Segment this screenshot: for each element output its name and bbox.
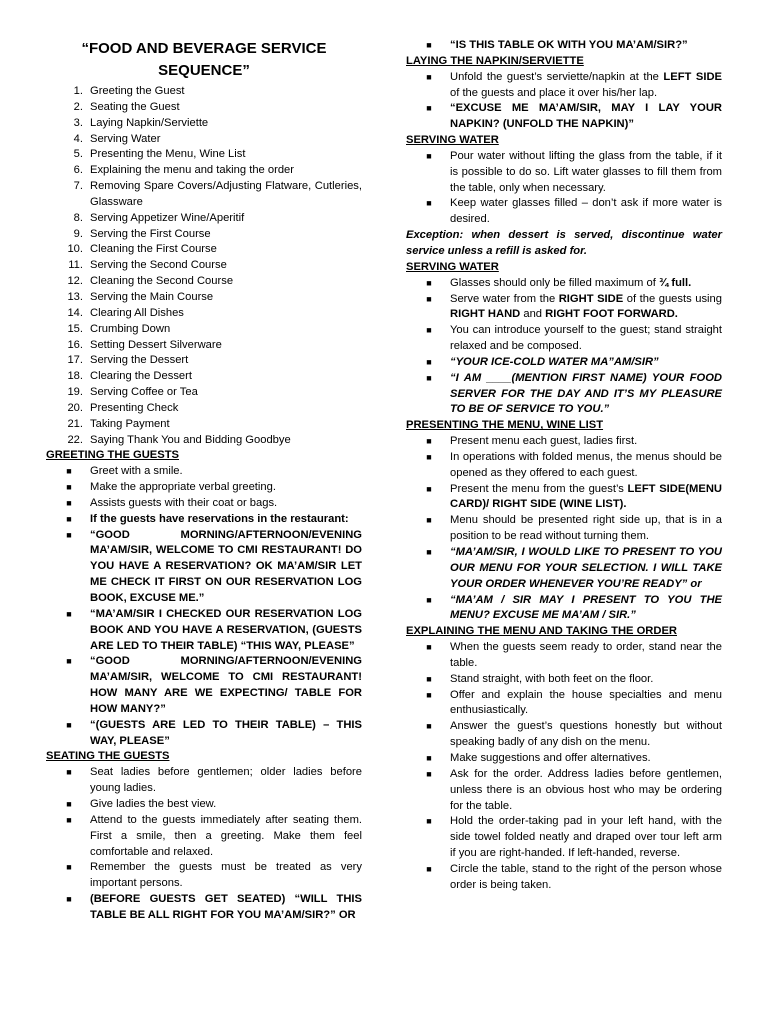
bullet-icon: ■ [66, 608, 72, 619]
bullet-icon: ■ [426, 816, 432, 827]
sequence-item: 15. Crumbing Down [67, 322, 171, 335]
section-heading-water: SERVING WATER [406, 134, 499, 147]
list-item: ■ “(GUESTS ARE LED TO THEIR TABLE) – THIS WAY, PLEASE” [46, 718, 362, 750]
bullet-icon: ■ [426, 594, 432, 605]
list-item: ■ Pour water without lifting the glass from the table, if it is possible to do so. Lift water glasses to fill them from the table, only when necessary. [406, 149, 722, 197]
sequence-item: 5. Presenting the Menu, Wine List [73, 148, 246, 161]
list-item: ■ “GOOD MORNING/AFTERNOON/EVENING MA’AM/SIR, WELCOME TO CMI RESTAURANT! HOW MANY ARE WE EXPECTING/ TABLE FOR HOW MANY?” [46, 654, 362, 717]
list-item: ■ “EXCUSE ME MA’AM/SIR, MAY I LAY YOUR NAPKIN? (UNFOLD THE NAPKIN)” [406, 101, 722, 133]
document-title: “FOOD AND BEVERAGE SERVICE SEQUENCE” [81, 40, 327, 79]
list-item: ■ Glasses should only be filled maximum of ¾ full. [406, 276, 722, 292]
sequence-item: 19. Serving Coffee or Tea [67, 386, 198, 399]
water-exception-note: Exception: when dessert is served, discontinue water service unless a refill is asked for. [406, 229, 722, 257]
list-item: ■ “MA’AM/SIR I CHECKED OUR RESERVATION LOG BOOK AND YOU HAVE A RESERVATION, (GUESTS ARE LED TO THEIR TABLE) “THIS WAY, PLEASE” [46, 607, 362, 655]
bullet-icon: ■ [426, 721, 432, 732]
bullet-icon: ■ [66, 798, 72, 809]
bullet-icon: ■ [426, 325, 432, 336]
list-item: ■ Assists guests with their coat or bags. [46, 496, 362, 512]
list-item: ■ Offer and explain the house specialties and menu enthusiastically. [406, 688, 722, 720]
list-item: ■ Serve water from the RIGHT SIDE of the guests using RIGHT HAND and RIGHT FOOT FORWARD. [406, 292, 722, 324]
bullet-icon: ■ [426, 293, 432, 304]
bullet-icon: ■ [66, 497, 72, 508]
bullet-icon: ■ [426, 277, 432, 288]
list-item: ■ “MA’AM / SIR MAY I PRESENT TO YOU THE MENU? EXCUSE ME MA’AM / SIR.” [406, 593, 722, 625]
sequence-item: 4. Serving Water [73, 132, 161, 145]
bullet-icon: ■ [426, 863, 432, 874]
bullet-icon: ■ [426, 768, 432, 779]
water-list [406, 149, 722, 228]
list-item: ■ “YOUR ICE-COLD WATER MA”AM/SIR” [406, 355, 722, 371]
bullet-icon: ■ [66, 529, 72, 540]
bullet-icon: ■ [66, 767, 72, 778]
list-item: ■ In operations with folded menus, the menus should be opened as they offered to each guest. [406, 450, 722, 482]
bullet-icon: ■ [426, 356, 432, 367]
bullet-icon: ■ [426, 642, 432, 653]
bullet-icon: ■ [426, 436, 432, 447]
list-item: ■ Answer the guest’s questions honestly but without speaking badly of any dish on the menu. [406, 719, 722, 751]
right-column [406, 38, 722, 894]
list-item: ■ (BEFORE GUESTS GET SEATED) “WILL THIS TABLE BE ALL RIGHT FOR YOU MA’AM/SIR?” OR [46, 892, 362, 924]
sequence-item: 13. Serving the Main Course [67, 290, 214, 303]
sequence-item: 12. Cleaning the Second Course [67, 275, 234, 288]
bullet-icon: ■ [426, 515, 432, 526]
bullet-icon: ■ [426, 752, 432, 763]
sequence-item: 14. Clearing All Dishes [67, 306, 184, 319]
bullet-icon: ■ [426, 40, 432, 50]
seating-list [46, 765, 362, 923]
sequence-item: 2. Seating the Guest [73, 100, 180, 113]
menu-list [406, 434, 722, 624]
list-item: ■ Stand straight, with both feet on the floor. [406, 672, 722, 688]
list-item: ■ “IS THIS TABLE OK WITH YOU MA’AM/SIR?” [406, 38, 722, 54]
section-heading-seating: SEATING THE GUESTS [46, 750, 170, 763]
bullet-icon: ■ [66, 656, 72, 667]
list-item: ■ Keep water glasses filled – don’t ask if more water is desired. [406, 196, 722, 228]
list-item: ■ Attend to the guests immediately after seating them. First a smile, then a greeting. Make them feel comfortable and relaxed. [46, 813, 362, 861]
sequence-item: 11. Serving the Second Course [68, 259, 227, 272]
bullet-icon: ■ [426, 71, 432, 82]
explain-list [406, 640, 722, 894]
list-item: ■ You can introduce yourself to the guest; stand straight relaxed and be composed. [406, 323, 722, 355]
list-item: ■ Unfold the guest’s serviette/napkin at the LEFT SIDE of the guests and place it over his/her lap. [406, 70, 722, 102]
list-item: ■ Make the appropriate verbal greeting. [46, 480, 362, 496]
sequence-item: 20. Presenting Check [67, 401, 179, 414]
sequence-item: 18. Clearing the Dessert [67, 370, 192, 383]
list-item: ■ Greet with a smile. [46, 464, 362, 480]
bullet-icon: ■ [426, 150, 432, 161]
sequence-item: 6. Explaining the menu and taking the order [73, 164, 294, 177]
sequence-item: 16. Setting Dessert Silverware [67, 338, 222, 351]
bullet-icon: ■ [426, 547, 432, 557]
bullet-icon: ■ [66, 814, 72, 825]
list-item: ■ Circle the table, stand to the right of the person whose order is being taken. [406, 862, 722, 894]
list-item: ■ Menu should be presented right side up, that is in a position to be read without turning them. [406, 513, 722, 545]
list-item: ■ Hold the order-taking pad in your left hand, with the side towel folded neatly and draped over tour left arm if you are right-handed. If left-handed, reverse. [406, 814, 722, 862]
section-heading-greeting: GREETING THE GUESTS [46, 449, 180, 462]
list-item: ■ Ask for the order. Address ladies before gentlemen, unless there is an obvious host who may be ordering for the table. [406, 767, 722, 815]
bullet-icon: ■ [66, 466, 72, 477]
section-heading-napkin: LAYING THE NAPKIN/SERVIETTE [406, 54, 584, 67]
napkin-list [406, 70, 722, 133]
greeting-list [46, 464, 362, 749]
left-column [46, 38, 362, 924]
water-list-2 [406, 276, 722, 419]
bullet-icon: ■ [426, 372, 432, 383]
service-sequence-list [46, 84, 362, 448]
sequence-item: 8. Serving Appetizer Wine/Aperitif [73, 211, 245, 224]
sequence-item: 21. Taking Payment [67, 417, 170, 430]
sequence-item: 22. Saying Thank You and Bidding Goodbye [67, 433, 291, 446]
sequence-item: 7. Removing Spare Covers/Adjusting Flatware, Cutleries, Glassware [73, 180, 362, 208]
bullet-icon: ■ [426, 483, 432, 494]
section-heading-explain: EXPLAINING THE MENU AND TAKING THE ORDER [406, 625, 677, 638]
section-heading-water-2: SERVING WATER [406, 260, 499, 273]
sequence-item: 9. Serving the First Course [73, 227, 211, 240]
bullet-icon: ■ [66, 513, 72, 524]
bullet-icon: ■ [426, 451, 432, 462]
section-heading-menu: PRESENTING THE MENU, WINE LIST [406, 419, 604, 432]
list-item: ■ When the guests seem ready to order, stand near the table. [406, 640, 722, 672]
sequence-item: 10. Cleaning the First Course [67, 243, 217, 256]
bullet-icon: ■ [66, 862, 72, 873]
list-item: ■ Present menu each guest, ladies first. [406, 434, 722, 450]
sequence-item: 17. Serving the Dessert [67, 354, 189, 367]
list-item: ■ “I AM ____(MENTION FIRST NAME) YOUR FOOD SERVER FOR THE DAY AND IT’S MY PLEASURE TO BE OF SERVICE TO YOU.” [406, 371, 722, 419]
list-item: ■ “MA’AM/SIR, I WOULD LIKE TO PRESENT TO YOU OUR MENU FOR YOUR SELECTION. I WILL TAKE YOUR ORDER WHENEVER YOU’RE READY” or [406, 545, 722, 593]
bullet-icon: ■ [426, 198, 432, 209]
list-item: ■ Remember the guests must be treated as very important persons. [46, 860, 362, 892]
list-item: ■ If the guests have reservations in the restaurant: [46, 512, 362, 528]
list-item: ■ Present the menu from the guest’s LEFT SIDE(MENU CARD)/ RIGHT SIDE (WINE LIST). [406, 482, 722, 514]
seating-list-continued [406, 38, 722, 54]
bullet-icon: ■ [66, 719, 72, 730]
sequence-item: 3. Laying Napkin/Serviette [73, 116, 209, 129]
bullet-icon: ■ [66, 894, 72, 905]
list-item: ■ “GOOD MORNING/AFTERNOON/EVENING MA’AM/SIR, WELCOME TO CMI RESTAURANT! DO YOU HAVE A RESERVATION? OK MA’AM/SIR LET ME CHECK IT FIRST ON OUR RESERVATION LOG BOOK, EXCUSE ME.” [46, 528, 362, 607]
list-item: ■ Make suggestions and offer alternatives. [406, 751, 722, 767]
list-item: ■ Give ladies the best view. [46, 797, 362, 813]
list-item: ■ Seat ladies before gentlemen; older ladies before young ladies. [46, 765, 362, 797]
bullet-icon: ■ [426, 689, 432, 700]
bullet-icon: ■ [426, 103, 432, 114]
bullet-icon: ■ [426, 673, 432, 684]
sequence-item: 1. Greeting the Guest [73, 85, 185, 97]
bullet-icon: ■ [66, 482, 72, 493]
